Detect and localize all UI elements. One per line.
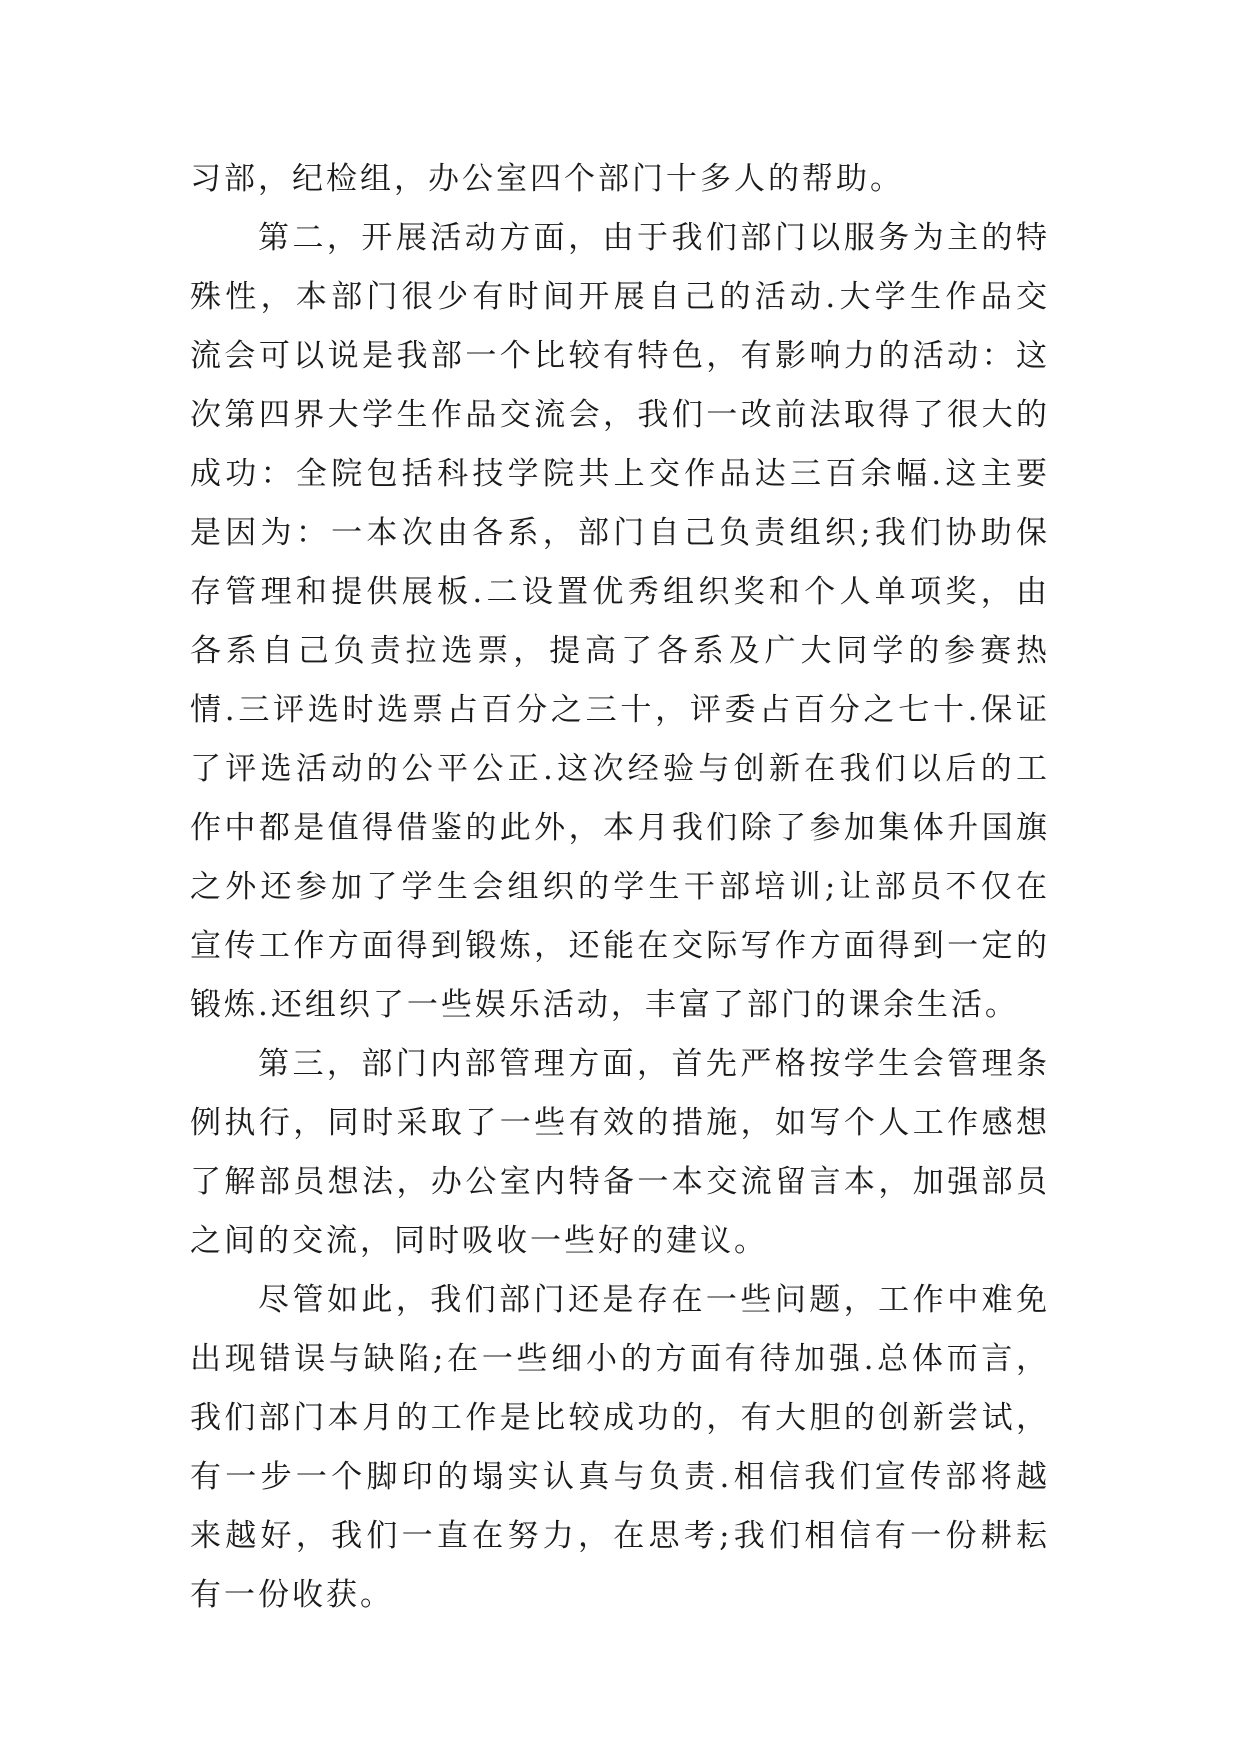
paragraph-continuation: 习部，纪检组，办公室四个部门十多人的帮助。 — [190, 161, 904, 197]
paragraph-activities: 第二，开展活动方面，由于我们部门以服务为主的特殊性，本部门很少有时间开展自己的活动.大学生作品交流会可以说是我部一个比较有特色，有影响力的活动：这次第四界大学生作品交流会，我们一改前法取得了很大的成功：全院包括科技学院共上交作品达三百余幅.这主要是因为：一本次由各系，部门自己负责组织;我们协助保存管理和提供展板.二设置优秀组织奖和个人单项奖，由各系自己负责拉选票，提高了各系及广大同学的参赛热情.三评选时选票占百分之三十，评委占百分之七十.保证了评选活动的公平公正.这次经验与创新在我们以后的工作中都是值得借鉴的此外，本月我们除了参加集体升国旗之外还参加了学生会组织的学生干部培训;让部员不仅在宣传工作方面得到锻炼，还能在交际写作方面得到一定的锻炼.还组织了一些娱乐活动，丰富了部门的课余生活。 — [190, 220, 1050, 1023]
document-body — [190, 150, 1050, 1625]
paragraph-summary: 尽管如此，我们部门还是存在一些问题，工作中难免出现错误与缺陷;在一些细小的方面有待加强.总体而言，我们部门本月的工作是比较成功的，有大胆的创新尝试，有一步一个脚印的塌实认真与负责.相信我们宣传部将越来越好，我们一直在努力，在思考;我们相信有一份耕耘有一份收获。 — [190, 1282, 1050, 1613]
paragraph-internal-management: 第三，部门内部管理方面，首先严格按学生会管理条例执行，同时采取了一些有效的措施，如写个人工作感想了解部员想法，办公室内特备一本交流留言本，加强部员之间的交流，同时吸收一些好的建议。 — [190, 1046, 1050, 1259]
